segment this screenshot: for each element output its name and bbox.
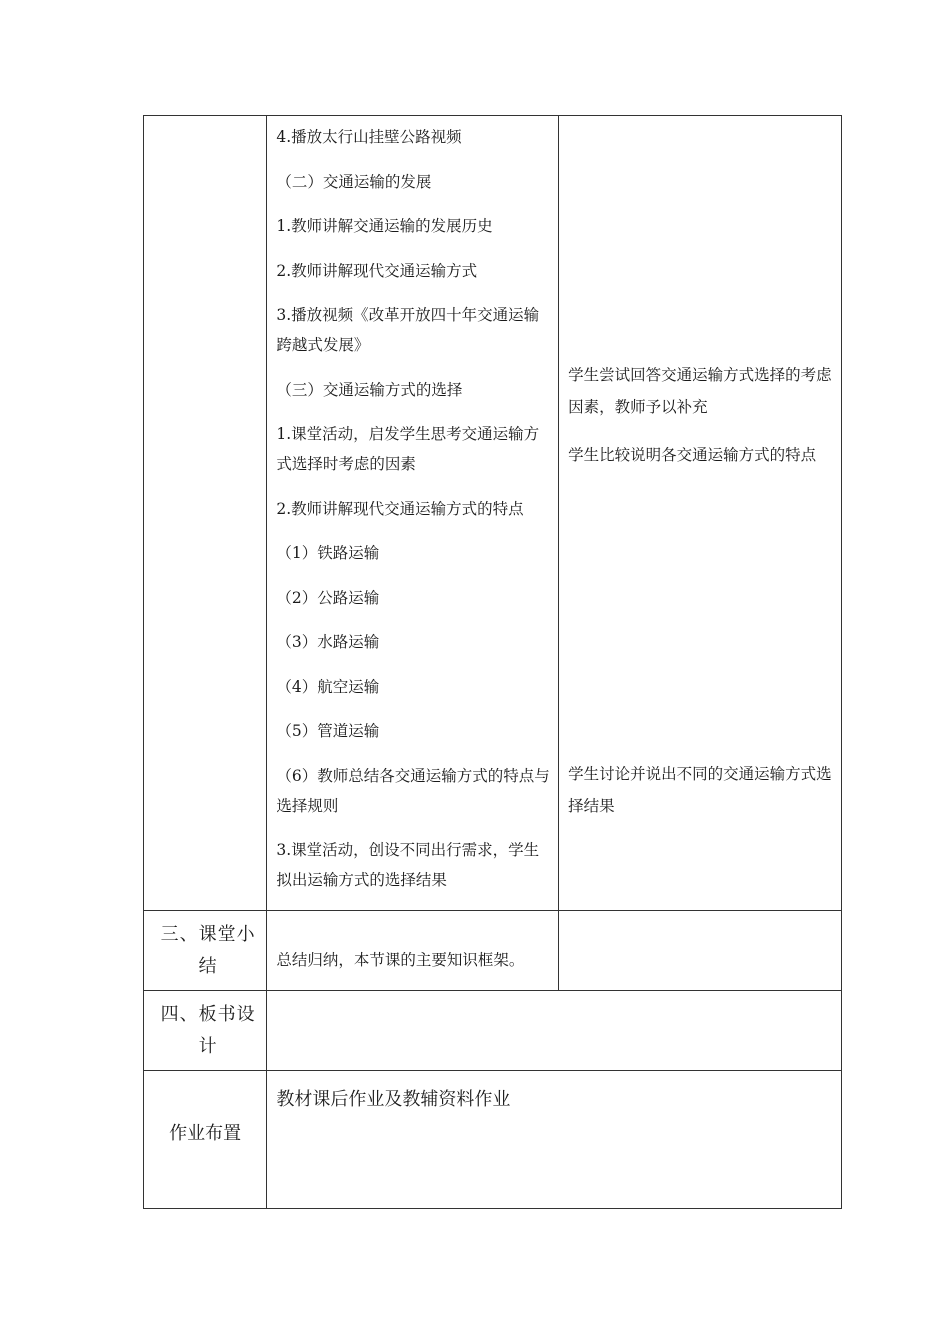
summary-content-cell xyxy=(267,910,559,990)
summary-label: 三、课堂小结 xyxy=(160,923,256,977)
activities-row xyxy=(144,116,842,911)
homework-content-cell xyxy=(267,1070,842,1208)
step-item: （4）航空运输 xyxy=(276,677,380,696)
homework-label-cell xyxy=(144,1070,267,1208)
step-item: （5）管道运输 xyxy=(276,722,380,740)
homework-row xyxy=(144,1070,842,1208)
step-item: （2）公路运输 xyxy=(276,588,380,607)
board-content-cell xyxy=(267,990,842,1070)
student-activities-cell xyxy=(559,116,842,911)
lesson-plan-table xyxy=(143,115,842,1209)
activities-label-cell xyxy=(144,116,267,911)
homework-content: 教材课后作业及教辅资料作业 xyxy=(276,1088,511,1110)
teacher-steps-list xyxy=(267,116,558,895)
step-item: 3.播放视频《改革开放四十年交通运输跨越式发展》 xyxy=(276,306,540,354)
summary-row xyxy=(144,910,842,990)
step-item: （6）教师总结各交通运输方式的特点与选择规则 xyxy=(276,766,550,815)
student-response: 学生尝试回答交通运输方式选择的考虑因素，教师予以补充 xyxy=(568,366,832,416)
step-item: （3）水路运输 xyxy=(276,633,380,651)
student-responses xyxy=(559,116,841,895)
student-response: 学生比较说明各交通运输方式的特点 xyxy=(568,446,817,464)
student-response: 学生讨论并说出不同的交通运输方式选择结果 xyxy=(568,765,832,815)
summary-content: 总结归纳，本节课的主要知识框架。 xyxy=(276,950,525,969)
step-item: 1.教师讲解交通运输的发展历史 xyxy=(276,217,493,235)
step-item: 4.播放太行山挂壁公路视频 xyxy=(276,128,462,146)
board-label-cell xyxy=(144,990,267,1070)
board-label: 四、板书设计 xyxy=(160,1003,256,1057)
step-item: 3.课堂活动，创设不同出行需求，学生拟出运输方式的选择结果 xyxy=(276,841,540,889)
board-design-row xyxy=(144,990,842,1070)
step-item: （二）交通运输的发展 xyxy=(276,172,432,191)
step-item: （1）铁路运输 xyxy=(276,544,380,562)
step-item: 2.教师讲解现代交通运输方式 xyxy=(276,261,478,280)
step-item: 2.教师讲解现代交通运输方式的特点 xyxy=(276,499,524,518)
step-item: （三）交通运输方式的选择 xyxy=(276,380,463,399)
step-item: 1.课堂活动，启发学生思考交通运输方式选择时考虑的因素 xyxy=(276,425,540,473)
teacher-activities-cell xyxy=(267,116,559,911)
summary-label-cell xyxy=(144,910,267,990)
homework-label: 作业布置 xyxy=(169,1122,242,1144)
summary-response-cell xyxy=(559,910,842,990)
